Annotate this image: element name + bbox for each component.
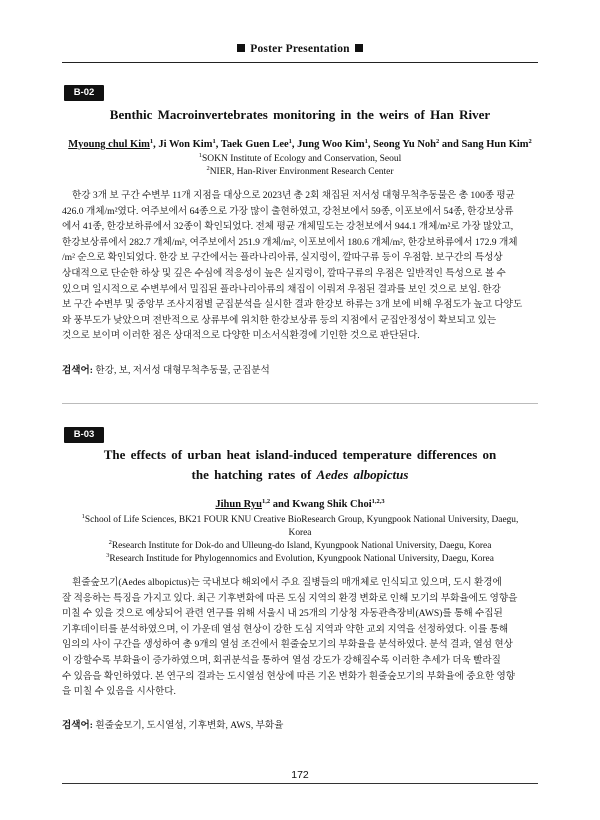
body-line: 것으로 보이며 이러한 점은 상대적으로 다양한 미소서식환경에 기인한 것으로 판단된다. (62, 330, 420, 342)
square-bullet-icon (237, 44, 245, 52)
affiliation: $^1$School of Life Sciences, BK21 FOUR KNU Creative BioResearch Group, Kyungpook National University, Daegu, (81, 513, 519, 525)
title-line: The effects of urban heat island-induced temperature differences on (103, 447, 497, 462)
body-line: 임의의 사이 구간을 생성하여 총 9개의 열섬 조건에서 흰줄숲모기의 부화율을 분석하였다. 분석 결과, 열섬 현상 (62, 639, 513, 651)
body-line: 보 구간 수변부 및 중앙부 조사지점별 군집분석을 실시한 결과 한강보 하류는 3개 보에 비해 우점도가 높고 다양도 (62, 299, 523, 311)
author-name: Sang Hun Kim (461, 139, 529, 150)
body-line: 잘 적응하는 특징을 가지고 있다. 최근 기후변화에 따른 도심 지역의 환경 변화로 인해 모기의 부화율에도 영향을 (62, 592, 518, 604)
abstract-body (62, 188, 538, 344)
affiliation: $^3$Research Institude for Phylogennomics and Evolution, Kyungpook National University, Daegu, Korea (106, 552, 494, 564)
square-bullet-icon (355, 44, 363, 52)
section-header (0, 43, 600, 55)
body-line: 상대적으로 단순한 하상 및 깊은 수심에 적응성이 높은 실지렁이, 깔따구류의 우점은 일반적인 특성으로 볼 수 (62, 267, 506, 279)
body-line: 한강보상류에서 282.7 개체/m², 여주보에서 251.9 개체/m², 이포보에서 180.6 개체/m², 한강보하류에서 172.9 개체 (62, 236, 518, 248)
body-line: 미칠 수 있을 것으로 예상되어 관련 연구를 위해 서울시 내 25개의 기상청 자동관측장비(AWS)를 통해 수집된 (62, 608, 503, 620)
body-line: 을 미칠 수 있음을 시사한다. (62, 686, 176, 698)
affiliation: $^2$NIER, Han-River Environment Research Center (206, 165, 394, 177)
author-name: Taek Guen Lee (220, 139, 289, 150)
keywords (62, 717, 538, 731)
title-line: Benthic Macroinvertebrates monitoring in the weirs of Han River (109, 107, 491, 122)
abstract-title (62, 105, 538, 125)
body-line: 이 강할수록 부화율이 증가하였으며, 회귀분석을 통하여 열섬 강도가 강해질수록 이러한 추세가 더욱 빨라질 (62, 654, 501, 666)
body-line: 한강 3개 보 구간 수변부 11개 지점을 대상으로 2023년 총 2회 채집된 저서성 대형무척추동물은 총 100종 평균 (72, 190, 515, 201)
body-line: 426.0 개체/m²였다. 여주보에서 64종으로 가장 많이 출현하였고, 강천보에서 59종, 이포보에서 54종, 한강보상류 (62, 205, 514, 217)
author-list: Jihun Ryu$^{1,2}$ and Kwang Shik Choi$^{1,2,3}$ (215, 498, 385, 510)
body-line: 기후데이터를 분석하였으며, 이 가운데 열섬 현상이 강한 도심 지역과 약한 교외 지역을 선정하였다. 이를 통해 (62, 623, 509, 635)
affiliation: $^1$SOKN Institute of Ecology and Conservation, Seoul (198, 152, 402, 164)
footer-rule (62, 783, 538, 784)
affiliation: Korea (288, 528, 312, 538)
keywords-text: 흰줄숲모기, 도시열섬, 기후변화, AWS, 부화율 (95, 720, 284, 731)
affiliation-list (62, 514, 538, 566)
abstract-title (62, 445, 538, 485)
author-name: Kwang Shik Choi (292, 499, 372, 510)
body-line: 수 있음을 확인하였다. 본 연구의 결과는 도시열섬 현상에 따른 기온 변화가 흰줄숲모기의 부화율에 중요한 영향 (62, 670, 516, 682)
header-rule (62, 62, 538, 63)
abstract-code-badge: B-03 (64, 427, 104, 443)
keywords-label: 검색어: (62, 720, 93, 731)
section-divider (62, 403, 538, 404)
keywords (62, 362, 538, 376)
author-list: Myoung chul Kim$^1$, Ji Won Kim$^1$, Taek Guen Lee$^1$, Jung Woo Kim$^1$, Seong Yu Noh$^2$ and Sang Hun Kim$^2$ (68, 138, 532, 150)
affiliation: $^2$Research Institute for Dok-do and Ulleung-do Island, Kyungpook National University, Daegu, Korea (108, 539, 492, 551)
body-line: 있으며 일시적으로 수변부에서 밀집된 플라나리아류의 채집이 이뤄져 우점된 결과를 보인 것으로 보임. 한강 (62, 283, 501, 295)
keywords-text: 한강, 보, 저서성 대형무척추동물, 군집분석 (95, 365, 270, 376)
author-name: Jihun Ryu (215, 499, 262, 510)
page-number: 172 (291, 769, 309, 781)
author-name: Seong Yu Noh (373, 139, 436, 150)
body-line: 흰줄숲모기(Aedes albopictus)는 국내보다 해외에서 주요 질병들의 매개체로 인식되고 있으며, 도시 환경에 (72, 577, 502, 588)
abstract-body (62, 575, 538, 700)
keywords-label: 검색어: (62, 365, 93, 376)
author-name: Myoung chul Kim (68, 139, 150, 150)
body-line: /m² 순으로 확인되었다. 한강 보 구간에서는 플라나리아류, 실지렁이, 깔따구류 등이 우점함. 보구간의 특성상 (62, 252, 503, 264)
title-line: the hatching rates of Aedes albopictus (191, 467, 409, 482)
affiliation-list (62, 153, 538, 179)
species-name: Aedes albopictus (316, 467, 409, 482)
section-header-label: Poster Presentation (250, 43, 350, 55)
body-line: 와 풍부도가 낮았으며 전반적으로 상류부에 위치한 한강보상류 등의 지점에서 군집안정성이 확보되고 있는 (62, 314, 497, 326)
author-name: Jung Woo Kim (297, 139, 365, 150)
abstract-code-badge: B-02 (64, 85, 104, 101)
body-line: 에서 41종, 한강보하류에서 32종이 확인되었다. 전체 평균 개체밀도는 강천보에서 944.1 개체/m²로 가장 많았고, (62, 221, 514, 233)
author-name: Ji Won Kim (158, 139, 213, 150)
